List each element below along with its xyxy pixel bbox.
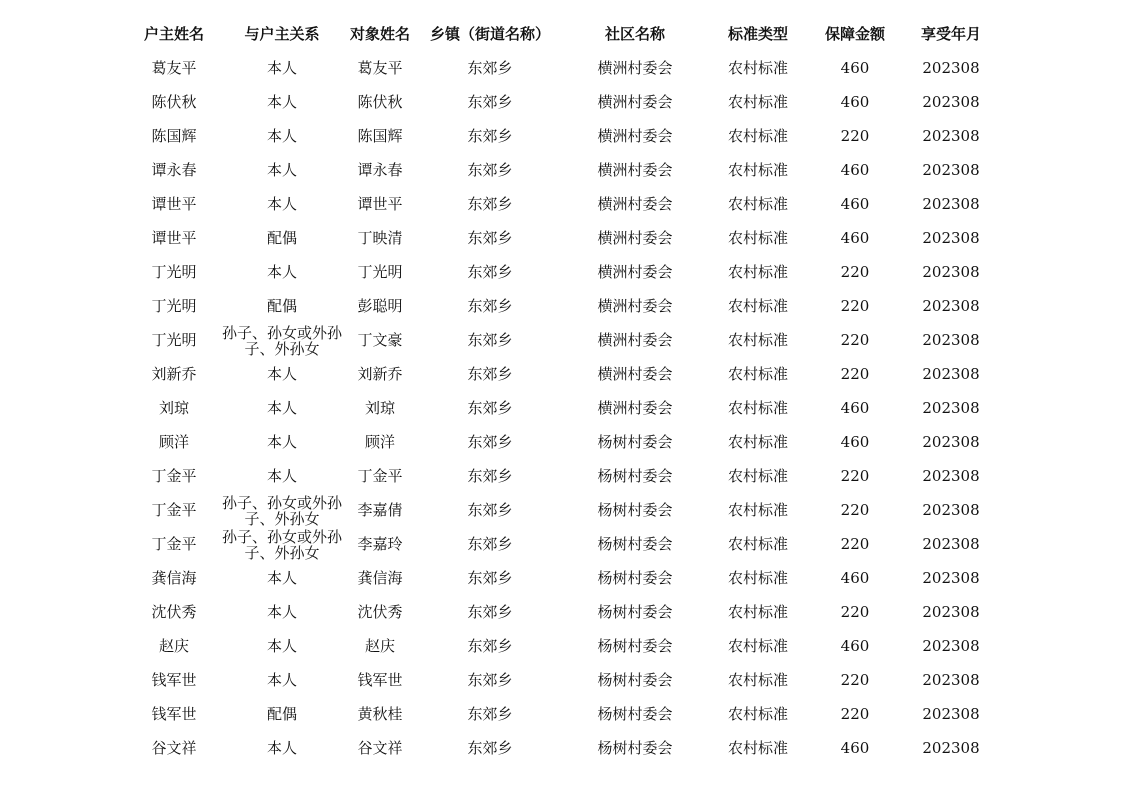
header-year-month: 享受年月 <box>920 25 981 43</box>
cell-relation: 本人 <box>266 365 297 383</box>
cell-householder-name: 丁光明 <box>151 297 197 315</box>
cell-township: 东郊乡 <box>467 195 513 213</box>
cell-recipient-name: 丁金平 <box>357 467 403 485</box>
table-row <box>0 119 1122 153</box>
cell-recipient-name: 李嘉玲 <box>357 535 403 553</box>
cell-community: 杨树村委会 <box>597 603 673 621</box>
cell-community: 杨树村委会 <box>597 739 673 757</box>
cell-recipient-name: 陈伏秋 <box>357 93 403 111</box>
cell-householder-name: 刘琼 <box>158 399 189 417</box>
cell-recipient-name: 龚信海 <box>357 569 403 587</box>
cell-householder-name: 丁金平 <box>151 535 197 553</box>
table-row <box>0 561 1122 595</box>
cell-township: 东郊乡 <box>467 569 513 587</box>
table-row <box>0 459 1122 493</box>
cell-community: 横洲村委会 <box>597 93 673 111</box>
cell-householder-name: 丁光明 <box>151 331 197 349</box>
cell-township: 东郊乡 <box>467 59 513 77</box>
table-row <box>0 255 1122 289</box>
cell-householder-name: 丁金平 <box>151 467 197 485</box>
cell-householder-name: 陈国辉 <box>151 127 197 145</box>
cell-community: 横洲村委会 <box>597 229 673 247</box>
cell-year-month: 202308 <box>922 603 980 621</box>
cell-township: 东郊乡 <box>467 467 513 485</box>
cell-standard-type: 农村标准 <box>727 705 788 723</box>
table-row <box>0 391 1122 425</box>
cell-standard-type: 农村标准 <box>727 127 788 145</box>
cell-year-month: 202308 <box>922 93 980 111</box>
cell-relation: 配偶 <box>266 297 297 315</box>
header-relation: 与户主关系 <box>244 25 320 43</box>
table-header-row <box>0 17 1122 51</box>
table-row <box>0 51 1122 85</box>
cell-householder-name: 钱军世 <box>151 671 197 689</box>
cell-amount: 460 <box>840 399 870 417</box>
cell-standard-type: 农村标准 <box>727 161 788 179</box>
cell-year-month: 202308 <box>922 331 980 349</box>
cell-community: 杨树村委会 <box>597 569 673 587</box>
cell-amount: 220 <box>840 603 870 621</box>
cell-householder-name: 谷文祥 <box>151 739 197 757</box>
cell-relation: 本人 <box>266 433 297 451</box>
table-row <box>0 153 1122 187</box>
cell-relation: 本人 <box>266 569 297 587</box>
cell-community: 横洲村委会 <box>597 331 673 349</box>
cell-amount: 460 <box>840 739 870 757</box>
cell-relation: 本人 <box>266 59 297 77</box>
cell-amount: 460 <box>840 93 870 111</box>
cell-township: 东郊乡 <box>467 739 513 757</box>
cell-recipient-name: 顾洋 <box>364 433 395 451</box>
cell-recipient-name: 丁文豪 <box>357 331 403 349</box>
cell-community: 横洲村委会 <box>597 161 673 179</box>
cell-year-month: 202308 <box>922 59 980 77</box>
cell-recipient-name: 陈国辉 <box>357 127 403 145</box>
cell-amount: 220 <box>840 535 870 553</box>
cell-township: 东郊乡 <box>467 365 513 383</box>
cell-year-month: 202308 <box>922 365 980 383</box>
cell-relation: 本人 <box>266 263 297 281</box>
cell-householder-name: 谭世平 <box>151 195 197 213</box>
cell-householder-name: 顾洋 <box>158 433 189 451</box>
cell-community: 横洲村委会 <box>597 399 673 417</box>
cell-relation: 孙子、孙女或外孙子、外孙女 <box>222 494 342 527</box>
cell-standard-type: 农村标准 <box>727 365 788 383</box>
cell-amount: 220 <box>840 263 870 281</box>
cell-recipient-name: 黄秋桂 <box>357 705 403 723</box>
cell-year-month: 202308 <box>922 671 980 689</box>
cell-householder-name: 谭永春 <box>151 161 197 179</box>
cell-amount: 460 <box>840 229 870 247</box>
table-row <box>0 493 1122 527</box>
cell-standard-type: 农村标准 <box>727 569 788 587</box>
cell-recipient-name: 谭世平 <box>357 195 403 213</box>
cell-community: 杨树村委会 <box>597 637 673 655</box>
cell-community: 杨树村委会 <box>597 671 673 689</box>
cell-standard-type: 农村标准 <box>727 671 788 689</box>
cell-amount: 460 <box>840 569 870 587</box>
cell-recipient-name: 葛友平 <box>357 59 403 77</box>
cell-householder-name: 丁光明 <box>151 263 197 281</box>
cell-recipient-name: 刘新乔 <box>357 365 403 383</box>
cell-township: 东郊乡 <box>467 637 513 655</box>
cell-community: 杨树村委会 <box>597 705 673 723</box>
table-row <box>0 527 1122 561</box>
cell-amount: 460 <box>840 637 870 655</box>
cell-amount: 220 <box>840 705 870 723</box>
cell-township: 东郊乡 <box>467 535 513 553</box>
cell-amount: 220 <box>840 331 870 349</box>
cell-community: 杨树村委会 <box>597 467 673 485</box>
header-standard-type: 标准类型 <box>727 25 788 43</box>
cell-householder-name: 丁金平 <box>151 501 197 519</box>
cell-standard-type: 农村标准 <box>727 603 788 621</box>
table-row <box>0 595 1122 629</box>
cell-recipient-name: 丁映清 <box>357 229 403 247</box>
cell-standard-type: 农村标准 <box>727 739 788 757</box>
cell-township: 东郊乡 <box>467 127 513 145</box>
cell-standard-type: 农村标准 <box>727 263 788 281</box>
cell-householder-name: 陈伏秋 <box>151 93 197 111</box>
cell-amount: 220 <box>840 365 870 383</box>
cell-year-month: 202308 <box>922 399 980 417</box>
cell-amount: 460 <box>840 59 870 77</box>
cell-amount: 220 <box>840 127 870 145</box>
cell-year-month: 202308 <box>922 263 980 281</box>
cell-community: 杨树村委会 <box>597 433 673 451</box>
cell-year-month: 202308 <box>922 297 980 315</box>
table-row <box>0 85 1122 119</box>
cell-township: 东郊乡 <box>467 705 513 723</box>
cell-amount: 220 <box>840 501 870 519</box>
cell-recipient-name: 丁光明 <box>357 263 403 281</box>
cell-relation: 本人 <box>266 195 297 213</box>
cell-amount: 460 <box>840 195 870 213</box>
cell-relation: 配偶 <box>266 705 297 723</box>
cell-householder-name: 葛友平 <box>151 59 197 77</box>
cell-recipient-name: 谷文祥 <box>357 739 403 757</box>
cell-year-month: 202308 <box>922 637 980 655</box>
table-row <box>0 629 1122 663</box>
cell-year-month: 202308 <box>922 501 980 519</box>
cell-recipient-name: 彭聪明 <box>357 297 403 315</box>
cell-year-month: 202308 <box>922 127 980 145</box>
cell-relation: 本人 <box>266 603 297 621</box>
cell-recipient-name: 赵庆 <box>364 637 395 655</box>
table-row <box>0 221 1122 255</box>
cell-year-month: 202308 <box>922 569 980 587</box>
cell-year-month: 202308 <box>922 705 980 723</box>
cell-standard-type: 农村标准 <box>727 297 788 315</box>
cell-amount: 460 <box>840 161 870 179</box>
cell-householder-name: 赵庆 <box>158 637 189 655</box>
cell-standard-type: 农村标准 <box>727 467 788 485</box>
cell-standard-type: 农村标准 <box>727 59 788 77</box>
cell-township: 东郊乡 <box>467 229 513 247</box>
cell-recipient-name: 谭永春 <box>357 161 403 179</box>
cell-relation: 本人 <box>266 127 297 145</box>
cell-year-month: 202308 <box>922 535 980 553</box>
cell-township: 东郊乡 <box>467 399 513 417</box>
cell-relation: 本人 <box>266 671 297 689</box>
cell-standard-type: 农村标准 <box>727 433 788 451</box>
cell-year-month: 202308 <box>922 739 980 757</box>
cell-year-month: 202308 <box>922 161 980 179</box>
header-recipient-name: 对象姓名 <box>349 25 410 43</box>
cell-year-month: 202308 <box>922 195 980 213</box>
cell-standard-type: 农村标准 <box>727 93 788 111</box>
cell-community: 横洲村委会 <box>597 59 673 77</box>
cell-amount: 220 <box>840 467 870 485</box>
header-amount: 保障金额 <box>824 25 885 43</box>
cell-amount: 220 <box>840 297 870 315</box>
cell-householder-name: 刘新乔 <box>151 365 197 383</box>
cell-year-month: 202308 <box>922 467 980 485</box>
cell-relation: 孙子、孙女或外孙子、外孙女 <box>222 528 342 561</box>
table-row <box>0 323 1122 357</box>
cell-recipient-name: 钱军世 <box>357 671 403 689</box>
cell-relation: 本人 <box>266 739 297 757</box>
cell-recipient-name: 沈伏秀 <box>357 603 403 621</box>
cell-householder-name: 龚信海 <box>151 569 197 587</box>
cell-community: 横洲村委会 <box>597 263 673 281</box>
table-row <box>0 663 1122 697</box>
cell-township: 东郊乡 <box>467 93 513 111</box>
cell-householder-name: 谭世平 <box>151 229 197 247</box>
cell-amount: 220 <box>840 671 870 689</box>
cell-community: 横洲村委会 <box>597 195 673 213</box>
cell-relation: 本人 <box>266 399 297 417</box>
cell-year-month: 202308 <box>922 229 980 247</box>
cell-relation: 本人 <box>266 161 297 179</box>
cell-relation: 本人 <box>266 467 297 485</box>
cell-standard-type: 农村标准 <box>727 637 788 655</box>
cell-recipient-name: 李嘉倩 <box>357 501 403 519</box>
table-row <box>0 697 1122 731</box>
cell-standard-type: 农村标准 <box>727 501 788 519</box>
header-householder-name: 户主姓名 <box>143 25 204 43</box>
cell-relation: 孙子、孙女或外孙子、外孙女 <box>222 324 342 357</box>
header-community: 社区名称 <box>604 25 665 43</box>
cell-community: 横洲村委会 <box>597 297 673 315</box>
header-township: 乡镇（街道名称） <box>429 25 550 43</box>
cell-amount: 460 <box>840 433 870 451</box>
cell-township: 东郊乡 <box>467 671 513 689</box>
cell-community: 横洲村委会 <box>597 127 673 145</box>
table-row <box>0 187 1122 221</box>
cell-community: 横洲村委会 <box>597 365 673 383</box>
cell-householder-name: 沈伏秀 <box>151 603 197 621</box>
table-row <box>0 357 1122 391</box>
cell-township: 东郊乡 <box>467 603 513 621</box>
cell-township: 东郊乡 <box>467 297 513 315</box>
cell-township: 东郊乡 <box>467 161 513 179</box>
cell-recipient-name: 刘琼 <box>364 399 395 417</box>
cell-standard-type: 农村标准 <box>727 535 788 553</box>
cell-township: 东郊乡 <box>467 433 513 451</box>
cell-year-month: 202308 <box>922 433 980 451</box>
cell-relation: 配偶 <box>266 229 297 247</box>
table-row <box>0 425 1122 459</box>
cell-township: 东郊乡 <box>467 331 513 349</box>
cell-township: 东郊乡 <box>467 263 513 281</box>
cell-householder-name: 钱军世 <box>151 705 197 723</box>
cell-standard-type: 农村标准 <box>727 229 788 247</box>
table-row <box>0 731 1122 765</box>
cell-standard-type: 农村标准 <box>727 399 788 417</box>
cell-community: 杨树村委会 <box>597 501 673 519</box>
cell-township: 东郊乡 <box>467 501 513 519</box>
cell-community: 杨树村委会 <box>597 535 673 553</box>
cell-standard-type: 农村标准 <box>727 195 788 213</box>
cell-relation: 本人 <box>266 93 297 111</box>
table-row <box>0 289 1122 323</box>
cell-relation: 本人 <box>266 637 297 655</box>
cell-standard-type: 农村标准 <box>727 331 788 349</box>
